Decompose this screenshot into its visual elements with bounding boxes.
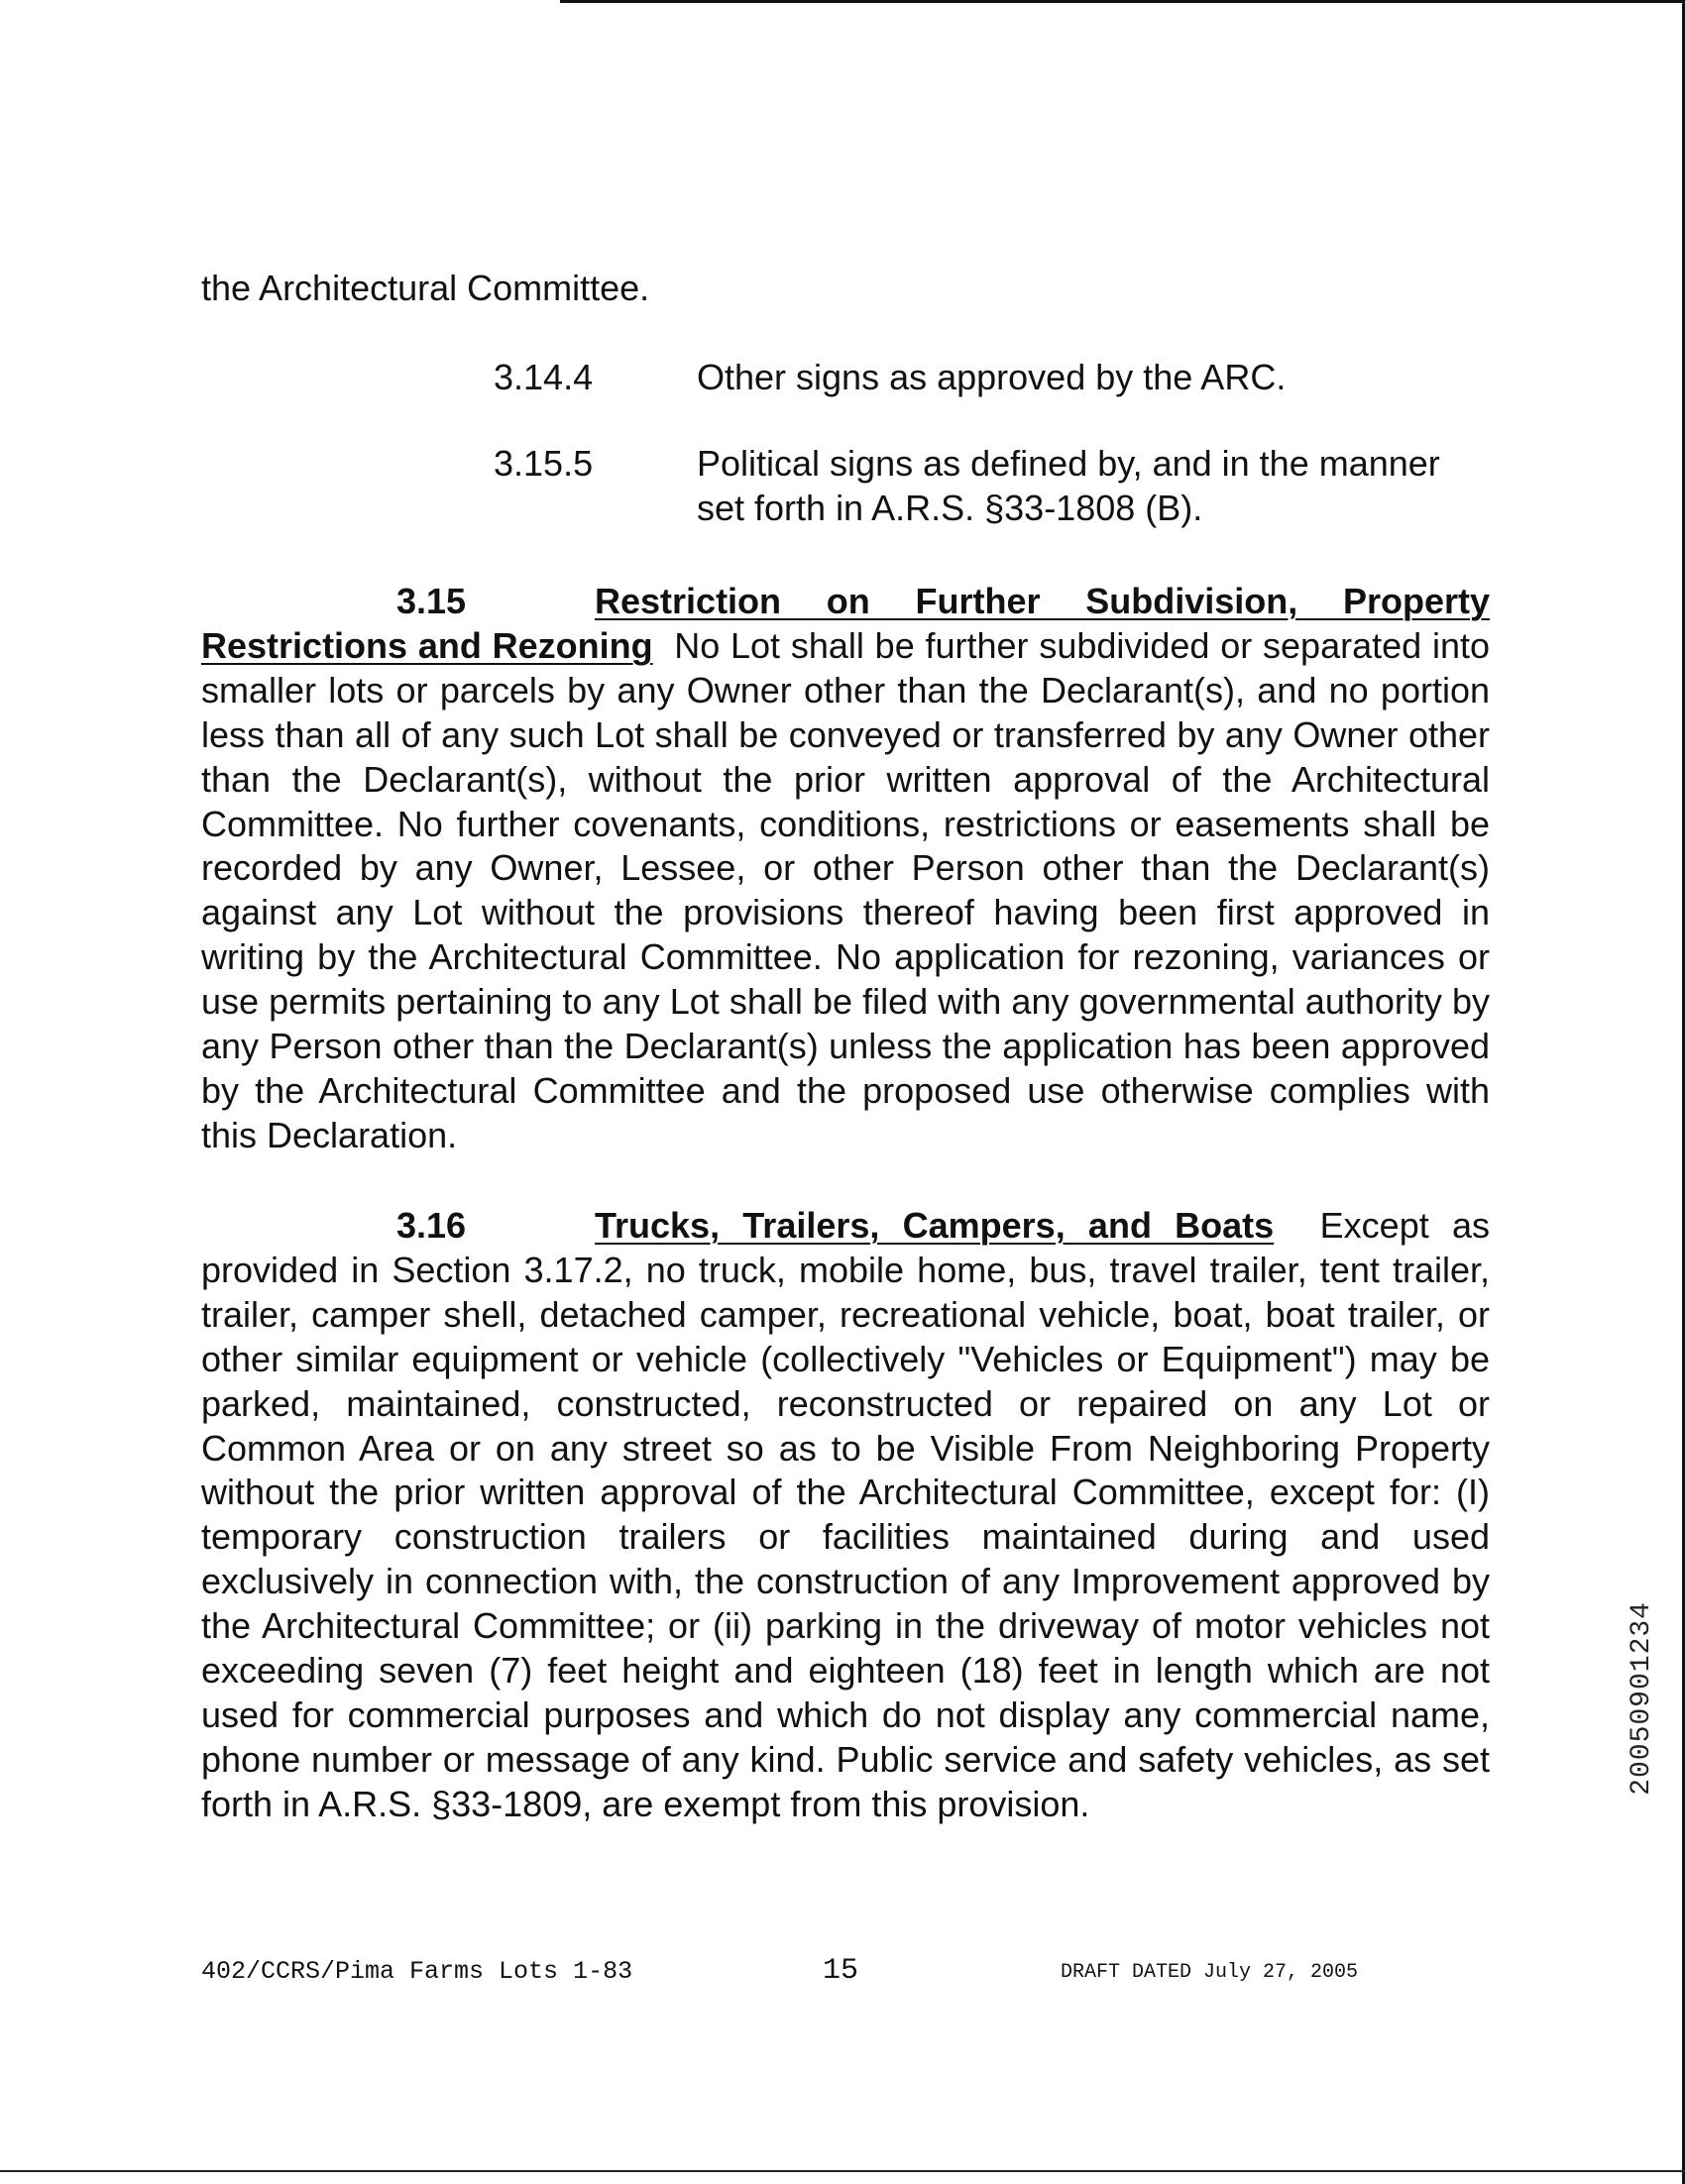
section-number: 3.16 [396,1205,467,1246]
footer-draft-date: DRAFT DATED July 27, 2005 [1061,1961,1359,1984]
section-number: 3.15 [396,581,467,621]
subsection-text: Political signs as defined by, and in the manner set forth in A.R.S. §33-1808 (B). [697,443,1440,528]
top-border-line [560,0,1685,3]
section-body: Except as provided in Section 3.17.2, no truck, mobile home, bus, travel trailer, tent trailer, trailer, camper shell, detached camper, recreational vehicle, boat, boat trailer, or other similar equipment or vehicle (collectively "Vehicles or Equipment") may be parked, maintained, constructed, reconstructed or repaired on any Lot or Common Area or on any street so as to be Visible From Neighboring Property without the prior written approval of the Architectural Committee, except for: (I) temporary construction trailers or facilities maintained during and used exclusively in connection with, the construction of any Improvement approved by the Architectural Committee; or (ii) parking in the driveway of motor vehicles not exceeding seven (7) feet height and eighteen (18) feet in length which are not used for commercial purposes and which do not display any commercial name, phone number or message of any kind. Public service and safety vehicles, as set forth in A.R.S. §33-1809, are exempt from this provision. [201,1205,1490,1824]
continuation-text: the Architectural Committee. [201,268,650,308]
footer-page-number: 15 [823,1954,859,1988]
section-title: Restriction on Further Subdivision, Property Restrictions and Rezoning [201,581,1490,666]
section-3-15 [201,580,1490,1158]
section-body: No Lot shall be further subdivided or separated into smaller lots or parcels by any Owner other than the Declarant(s), and no portion less than all of any such Lot shall be conveyed or transferred by any Owner other than the Declarant(s), without the prior written approval of the Architectural Committee. No further covenants, conditions, restrictions or easements shall be recorded by any Owner, Lessee, or other Person other than the Declarant(s) against any Lot without the provisions thereof having been first approved in writing by the Architectural Committee. No application for rezoning, variances or use permits pertaining to any Lot shall be filed with any governmental authority by any Person other than the Declarant(s) unless the application has been approved by the Architectural Committee and the proposed use otherwise complies with this Declaration. [201,624,1490,1155]
subsection-number: 3.14.4 [494,357,594,397]
bottom-border-line [0,2170,1685,2172]
subsection-text: Other signs as approved by the ARC. [697,357,1287,397]
section-3-16 [201,1204,1490,1827]
footer-document-reference: 402/CCRS/Pima Farms Lots 1-83 [201,1957,633,1986]
section-title: Trucks, Trailers, Campers, and Boats [595,1205,1275,1246]
recording-number-stamp: 20050901234 [1627,1601,1657,1796]
subsection-number: 3.15.5 [494,443,594,484]
